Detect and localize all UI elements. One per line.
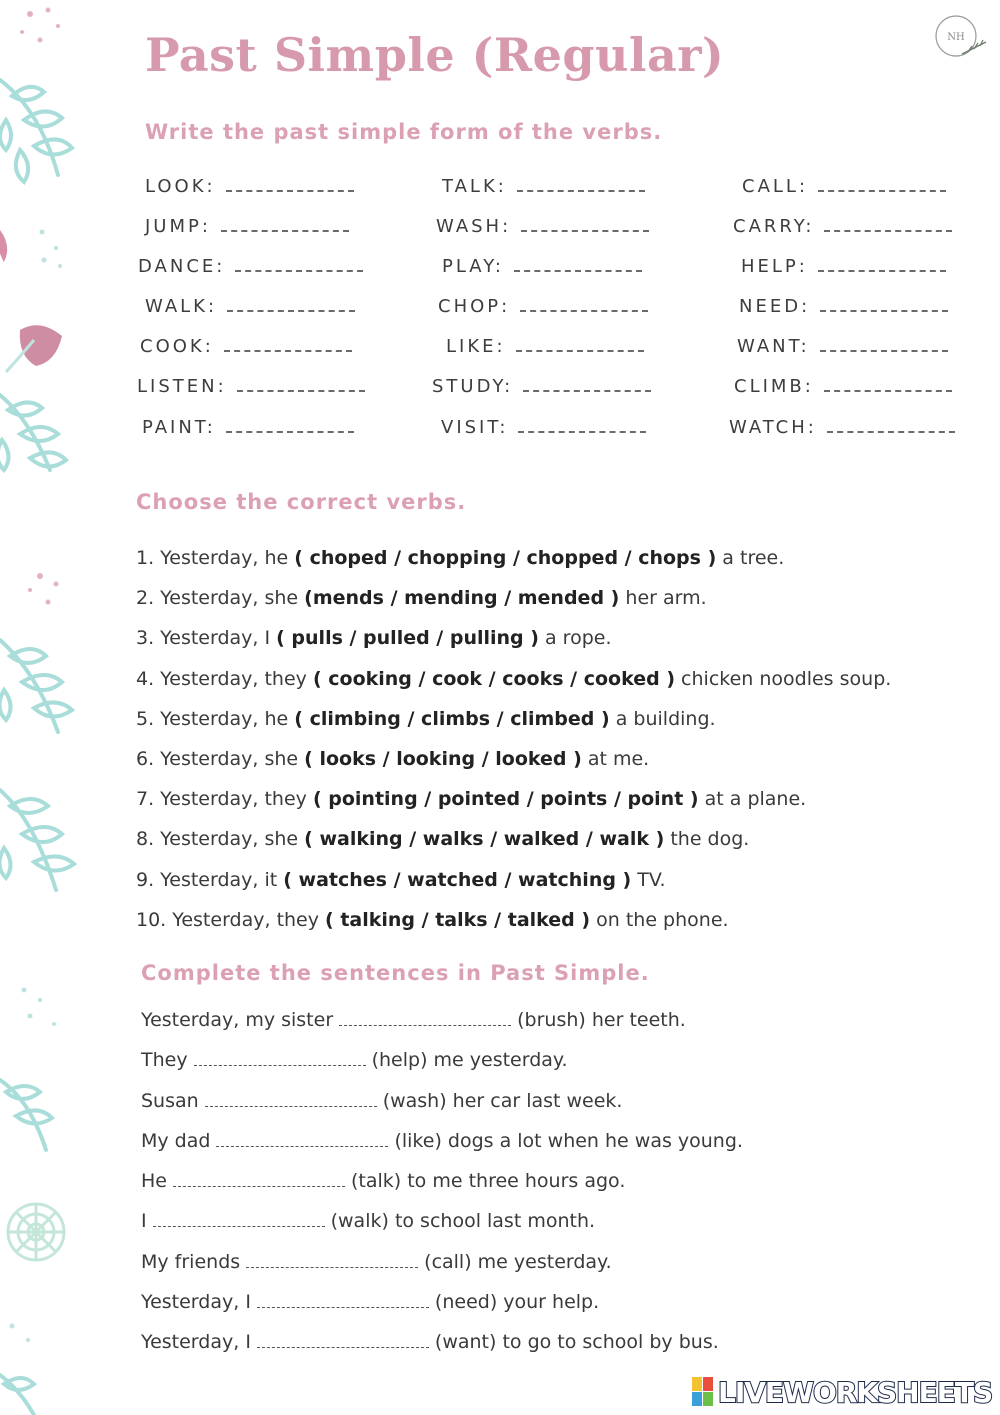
sentence-end: (talk) to me three hours ago.: [350, 1170, 626, 1192]
complete-item: [141, 1000, 743, 1040]
verb-options[interactable]: (mends / mending / mended ): [304, 587, 620, 610]
section-heading-complete: Complete the sentences in Past Simple.: [141, 961, 650, 985]
sentence-start: 1. Yesterday, he: [136, 547, 295, 569]
verb-label: STUDY:: [432, 376, 514, 397]
choose-item: [136, 860, 891, 900]
verb-label: WASH:: [436, 216, 512, 237]
answer-blank[interactable]: [521, 216, 649, 232]
verb-item: [142, 417, 354, 438]
verb-grid: [0, 170, 1000, 450]
answer-blank[interactable]: [224, 336, 352, 352]
sentence-start: My dad: [141, 1129, 211, 1152]
monogram-logo-icon: [932, 12, 988, 64]
sentence-start: He: [141, 1170, 167, 1192]
verb-label: LISTEN:: [137, 376, 227, 397]
liveworksheets-logo: [692, 1374, 992, 1410]
section-heading-write: Write the past simple form of the verbs.: [145, 120, 663, 144]
verb-item: [442, 176, 645, 197]
sentence-end: on the phone.: [590, 908, 729, 931]
sentence-end: (need) your help.: [434, 1290, 600, 1313]
sentence-start: 2. Yesterday, she: [136, 587, 305, 610]
verb-options[interactable]: ( choped / chopping / chopped / chops ): [294, 547, 717, 569]
sentence-end: the dog.: [664, 828, 750, 851]
verb-item: [442, 256, 642, 277]
complete-item: [141, 1040, 743, 1080]
sentence-end: (wash) her car last week.: [382, 1089, 623, 1112]
answer-blank[interactable]: [339, 1009, 511, 1026]
answer-blank[interactable]: [153, 1210, 325, 1227]
verb-item: [742, 176, 946, 197]
answer-blank[interactable]: [516, 336, 644, 352]
sentence-start: Yesterday, I: [141, 1290, 251, 1313]
sentence-end: (brush) her teeth.: [517, 1009, 686, 1031]
complete-item: [141, 1242, 743, 1282]
answer-blank[interactable]: [246, 1251, 418, 1268]
choose-verbs-list: [136, 538, 891, 940]
verb-label: VISIT:: [441, 417, 509, 438]
page-title: Past Simple (Regular): [145, 28, 725, 82]
verb-item: [733, 216, 952, 237]
sentence-end: at me.: [581, 747, 650, 770]
sentence-end: a building.: [609, 707, 716, 730]
sentence-end: (walk) to school last month.: [330, 1210, 596, 1233]
sentence-end: (call) me yesterday.: [424, 1250, 612, 1273]
answer-blank[interactable]: [237, 376, 365, 392]
complete-sentences-list: [141, 1000, 743, 1362]
verb-item: [138, 256, 363, 277]
verb-label: LIKE:: [446, 336, 506, 357]
verb-label: CLIMB:: [734, 376, 814, 397]
answer-blank[interactable]: [226, 417, 354, 433]
verb-label: WANT:: [737, 336, 810, 357]
answer-blank[interactable]: [827, 417, 955, 433]
answer-blank[interactable]: [257, 1331, 429, 1348]
complete-item: [141, 1081, 743, 1121]
answer-blank[interactable]: [520, 296, 648, 312]
verb-item: [446, 336, 644, 357]
verb-label: CARRY:: [733, 216, 815, 237]
verb-label: DANCE:: [138, 256, 226, 277]
sentence-start: Yesterday, my sister: [141, 1009, 334, 1031]
answer-blank[interactable]: [820, 296, 948, 312]
verb-options[interactable]: ( looks / looking / looked ): [304, 747, 582, 770]
liveworksheets-mark-icon: [692, 1377, 714, 1407]
answer-blank[interactable]: [173, 1170, 345, 1187]
sentence-start: Yesterday, I: [141, 1331, 251, 1353]
verb-options[interactable]: ( pointing / pointed / points / point ): [312, 788, 699, 811]
choose-item: [136, 578, 891, 618]
verb-item: [432, 376, 651, 397]
answer-blank[interactable]: [518, 417, 646, 433]
sentence-end: her arm.: [619, 587, 707, 610]
answer-blank[interactable]: [227, 296, 355, 312]
verb-item: [145, 176, 354, 197]
choose-item: [136, 538, 891, 578]
choose-item: [136, 819, 891, 859]
sentence-end: at a plane.: [698, 788, 807, 811]
sentence-start: 3. Yesterday, I: [136, 627, 277, 650]
verb-label: WALK:: [145, 296, 218, 317]
sentence-start: They: [141, 1049, 188, 1072]
verb-label: HELP:: [741, 256, 808, 277]
verb-label: PAINT:: [142, 417, 216, 438]
verb-item: [441, 417, 646, 438]
verb-item: [140, 336, 352, 357]
answer-blank[interactable]: [226, 176, 354, 192]
verb-options[interactable]: ( cooking / cook / cooks / cooked ): [312, 667, 676, 690]
verb-label: CHOP:: [438, 296, 511, 317]
answer-blank[interactable]: [216, 1130, 388, 1147]
verb-item: [741, 256, 946, 277]
sentence-end: TV.: [631, 868, 666, 891]
choose-item: [136, 618, 891, 658]
answer-blank[interactable]: [514, 256, 642, 272]
choose-item: [136, 699, 891, 739]
complete-item: [141, 1121, 743, 1161]
sentence-start: Susan: [141, 1089, 199, 1112]
sentence-end: a tree.: [716, 547, 785, 569]
verb-options[interactable]: ( watches / watched / watching ): [283, 868, 632, 891]
sentence-start: 4. Yesterday, they: [136, 667, 313, 690]
complete-item: [141, 1201, 743, 1241]
verb-label: NEED:: [739, 296, 811, 317]
answer-blank[interactable]: [517, 176, 645, 192]
section-heading-choose: Choose the correct verbs.: [136, 490, 467, 514]
choose-item: [136, 900, 891, 940]
sentence-start: 7. Yesterday, they: [136, 788, 313, 811]
verb-label: PLAY:: [442, 256, 504, 277]
sentence-end: chicken noodles soup.: [675, 667, 892, 690]
verb-item: [145, 216, 349, 237]
verb-item: [729, 417, 955, 438]
verb-options[interactable]: ( walking / walks / walked / walk ): [304, 828, 665, 851]
sentence-start: 10. Yesterday, they: [136, 908, 326, 931]
answer-blank[interactable]: [818, 176, 946, 192]
sentence-start: I: [141, 1210, 147, 1233]
verb-item: [145, 296, 355, 317]
verb-options[interactable]: ( climbing / climbs / climbed ): [294, 707, 610, 730]
verb-label: COOK:: [140, 336, 214, 357]
answer-blank[interactable]: [221, 216, 349, 232]
sentence-start: 9. Yesterday, it: [136, 868, 284, 891]
answer-blank[interactable]: [818, 256, 946, 272]
complete-item: [141, 1282, 743, 1322]
answer-blank[interactable]: [824, 376, 952, 392]
monogram-text: NH: [947, 32, 965, 43]
sentence-start: 5. Yesterday, he: [136, 707, 295, 730]
verb-item: [438, 296, 648, 317]
complete-item: [141, 1322, 743, 1362]
verb-item: [737, 336, 948, 357]
sentence-start: 6. Yesterday, she: [136, 747, 305, 770]
sentence-end: (like) dogs a lot when he was young.: [394, 1129, 743, 1152]
sentence-end: (want) to go to school by bus.: [434, 1331, 719, 1353]
answer-blank[interactable]: [523, 376, 651, 392]
sentence-end: (help) me yesterday.: [371, 1049, 568, 1072]
verb-label: WATCH:: [729, 417, 817, 438]
sentence-end: a rope.: [538, 627, 612, 650]
verb-options[interactable]: ( talking / talks / talked ): [325, 908, 591, 931]
verb-item: [137, 376, 365, 397]
verb-item: [436, 216, 649, 237]
answer-blank[interactable]: [820, 336, 948, 352]
complete-item: [141, 1161, 743, 1201]
sentence-start: 8. Yesterday, she: [136, 828, 305, 851]
answer-blank[interactable]: [824, 216, 952, 232]
choose-item: [136, 739, 891, 779]
verb-label: TALK:: [442, 176, 507, 197]
answer-blank[interactable]: [194, 1049, 366, 1066]
verb-label: CALL:: [742, 176, 809, 197]
choose-item: [136, 779, 891, 819]
answer-blank[interactable]: [257, 1291, 429, 1308]
answer-blank[interactable]: [205, 1090, 377, 1107]
verb-label: JUMP:: [145, 216, 211, 237]
answer-blank[interactable]: [235, 256, 363, 272]
verb-item: [739, 296, 948, 317]
verb-options[interactable]: ( pulls / pulled / pulling ): [276, 627, 539, 650]
choose-item: [136, 659, 891, 699]
sentence-start: My friends: [141, 1250, 241, 1273]
verb-label: LOOK:: [145, 176, 216, 197]
liveworksheets-brand: LIVEWORKSHEETS: [718, 1375, 993, 1409]
verb-item: [734, 376, 952, 397]
